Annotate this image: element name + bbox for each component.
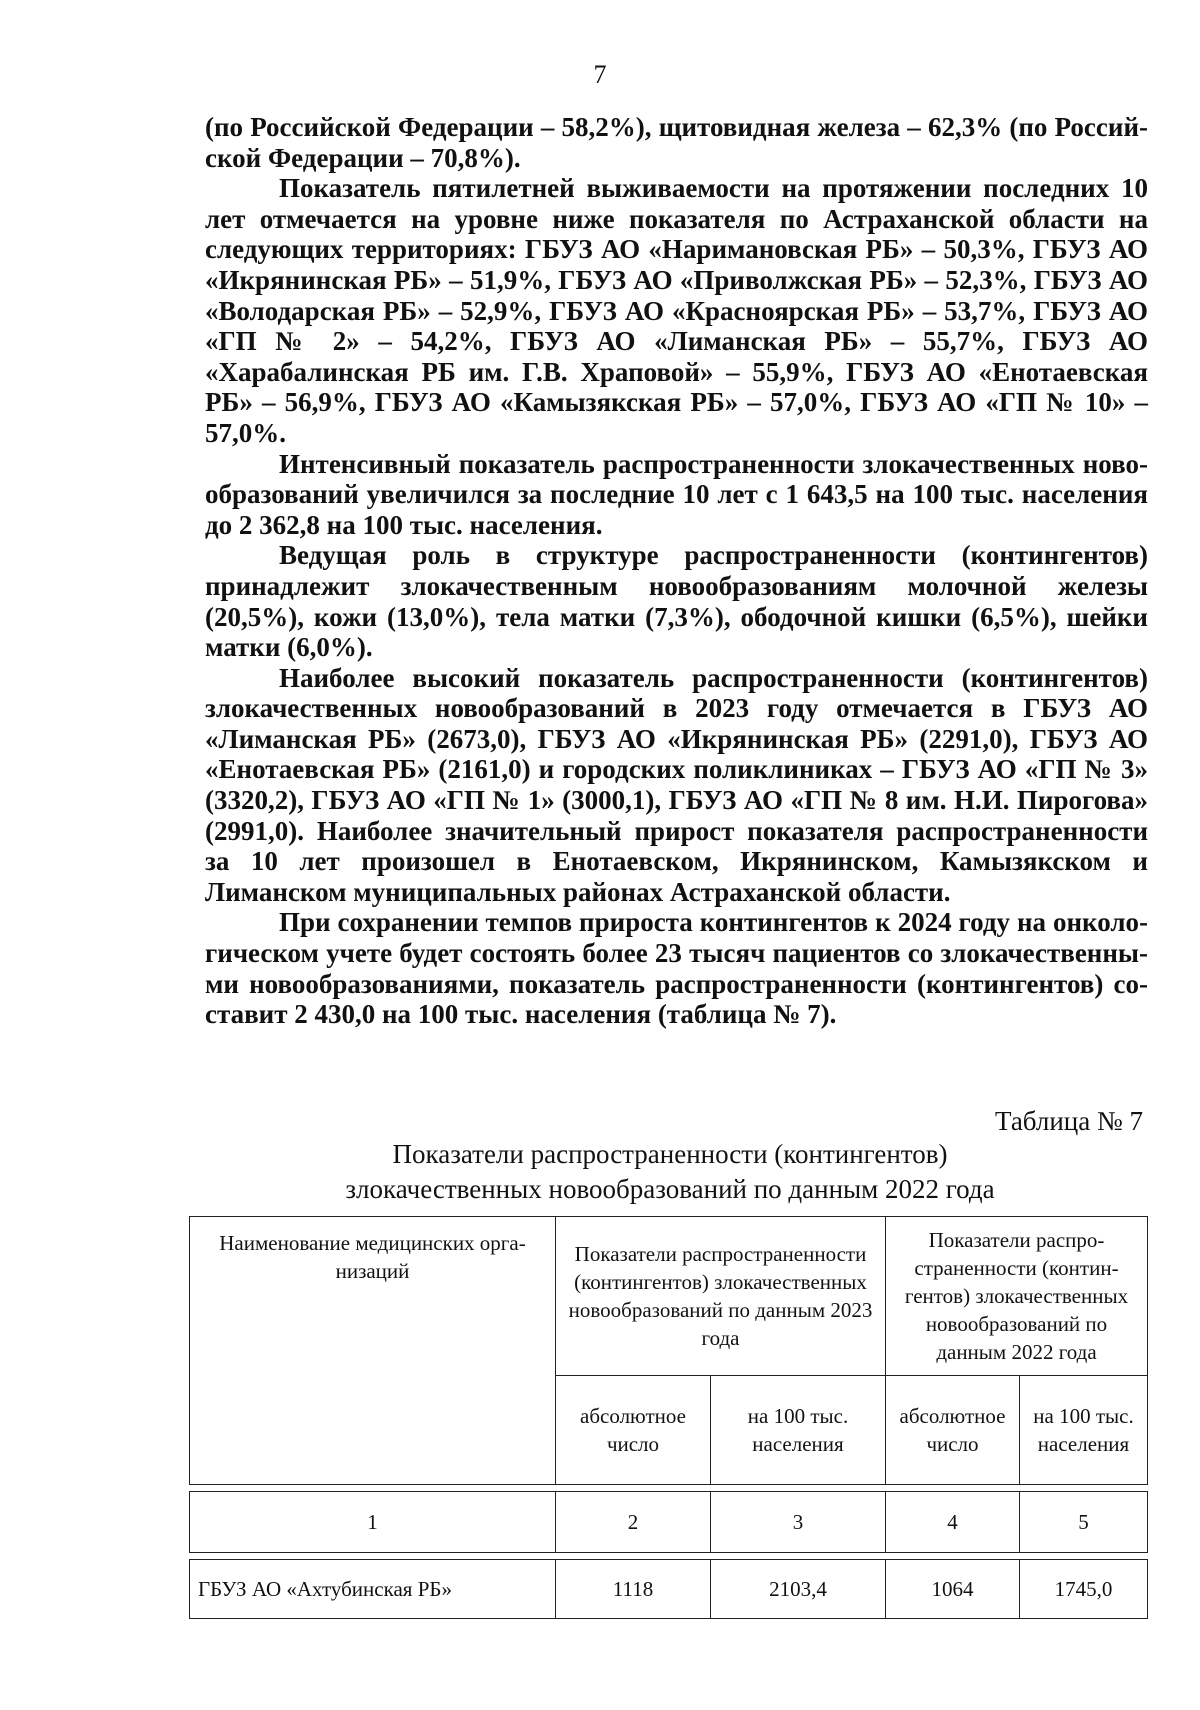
paragraph: Ведущая роль в структуре распространенности (контингентов) принадлежит злокачественным новообразованиям молочной железы (20,5%), кожи (13,0%), тела матки (7,3%), ободочной кишки (6,5%), шейки матки (6,0%). xyxy=(205,540,1148,663)
column-number: 1 xyxy=(190,1492,556,1553)
row-abs-2022: 1064 xyxy=(886,1560,1020,1619)
table-title-line: Показатели распространенности (контингентов) xyxy=(392,1139,948,1169)
row-abs-2023: 1118 xyxy=(556,1560,711,1619)
header-org-name: Наименование медицинских организаций xyxy=(190,1217,556,1485)
subheader-abs-2022: абсолютное число xyxy=(886,1376,1020,1485)
subheader-per-2023: на 100 тыс. населения xyxy=(711,1376,886,1485)
table-spacer xyxy=(190,1485,1148,1492)
paragraph: При сохранении темпов прироста контингентов к 2024 году на онкологическом учете будет состоять более 23 тысяч пациентов со злокачественными новообразованиями, показатель распространенности (контингентов) составит 2 430,0 на 100 тыс. населения (таблица № 7). xyxy=(205,907,1148,1030)
table-caption-number: Таблица № 7 xyxy=(995,1106,1143,1136)
table-spacer xyxy=(190,1553,1148,1560)
paragraph: Показатель пятилетней выживаемости на протяжении последних 10 лет отмечается на уровне ниже показателя по Астраханской области на следующих территориях: ГБУЗ АО «Наримановская РБ» – 50,3%, ГБУЗ АО «Икрянинская РБ» – 51,9%, ГБУЗ АО «Приволжская РБ» – 52,3%, ГБУЗ АО «Володарская РБ» – 52,9%, ГБУЗ АО «Красноярская РБ» – 53,7%, ГБУЗ АО «ГП № 2» – 54,2%, ГБУЗ АО «Лиманская РБ» – 55,7%, ГБУЗ АО «Харабалинская РБ им. Г.В. Храповой» – 55,9%, ГБУЗ АО «Енотаевская РБ» – 56,9%, ГБУЗ АО «Камызякская РБ» – 57,0%, ГБУЗ АО «ГП № 10» – 57,0%. xyxy=(205,173,1148,448)
column-number: 4 xyxy=(886,1492,1020,1553)
body-text xyxy=(205,112,1148,1030)
subheader-per-2022: на 100 тыс. населения xyxy=(1020,1376,1148,1485)
paragraph: Наиболее высокий показатель распространенности (контингентов) злокачественных новообразований в 2023 году отмечается в ГБУЗ АО «Лиманская РБ» (2673,0), ГБУЗ АО «Икрянинская РБ» (2291,0), ГБУЗ АО «Енотаевская РБ» (2161,0) и городских поликлиниках – ГБУЗ АО «ГП № 3» (3320,2), ГБУЗ АО «ГП № 1» (3000,1), ГБУЗ АО «ГП № 8 им. Н.И. Пирогова» (2991,0). Наиболее значительный прирост показателя распространенности за 10 лет произошел в Енотаевском, Икрянинском, Камызякском и Лиманском муниципальных районах Астраханской области. xyxy=(205,662,1148,907)
table-row xyxy=(190,1560,1148,1619)
prevalence-table xyxy=(189,1216,1148,1619)
row-per-2022: 1745,0 xyxy=(1020,1560,1148,1619)
header-2022: Показатели распространенности (контингентов) злокачественных новообразований по данным 2022 года xyxy=(886,1217,1148,1376)
header-2023: Показатели распространенности (контингентов) злокачественных новообразований по данным 2023 года xyxy=(556,1217,886,1376)
page-number: 7 xyxy=(593,60,607,89)
table-title-line: злокачественных новообразований по данным 2022 года xyxy=(345,1174,995,1204)
column-numbers-row xyxy=(190,1492,1148,1553)
column-number: 5 xyxy=(1020,1492,1148,1553)
paragraph: Интенсивный показатель распространенности злокачественных новообразований увеличился за последние 10 лет с 1 643,5 на 100 тыс. населения до 2 362,8 на 100 тыс. населения. xyxy=(205,448,1148,540)
row-per-2023: 2103,4 xyxy=(711,1560,886,1619)
row-org-name: ГБУЗ АО «Ахтубинская РБ» xyxy=(190,1560,556,1619)
column-number: 2 xyxy=(556,1492,711,1553)
paragraph: (по Российской Федерации – 58,2%), щитовидная железа – 62,3% (по Российской Федерации – 70,8%). xyxy=(205,112,1148,173)
table-title xyxy=(190,1137,1150,1207)
column-number: 3 xyxy=(711,1492,886,1553)
table-header-row xyxy=(190,1217,1148,1376)
subheader-abs-2023: абсолютное число xyxy=(556,1376,711,1485)
